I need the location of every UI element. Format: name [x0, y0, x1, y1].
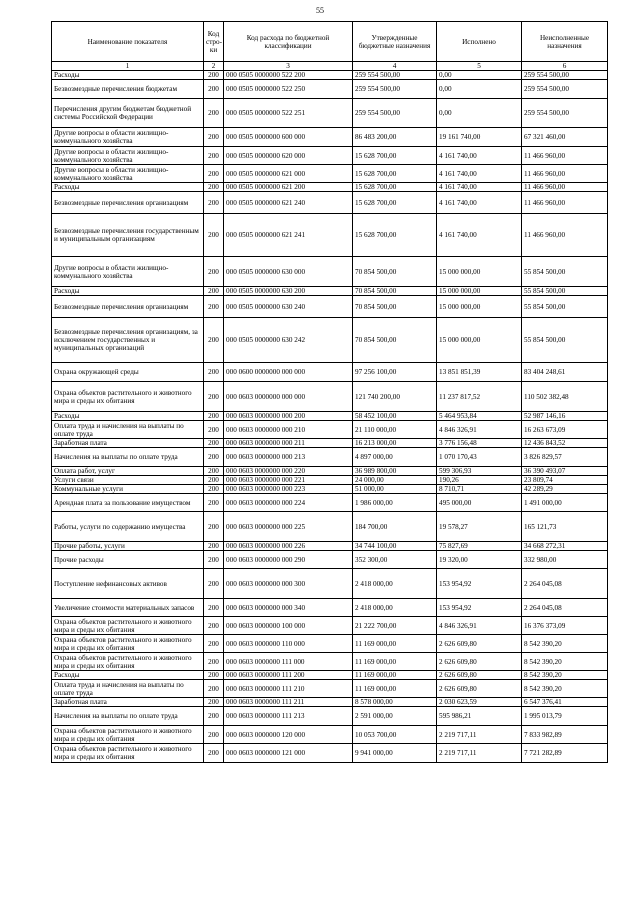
row-unexecuted: 11 466 960,00 — [522, 147, 608, 165]
row-name: Другие вопросы в области жилищно-коммунального хозяйства — [52, 165, 204, 183]
row-executed: 8 710,71 — [437, 485, 522, 494]
row-unexecuted: 6 547 376,41 — [522, 698, 608, 707]
row-approved: 15 628 700,00 — [353, 192, 437, 214]
table-row — [52, 183, 608, 192]
table-row — [52, 542, 608, 551]
row-line-code: 200 — [204, 653, 224, 671]
page-number: 55 — [316, 6, 324, 15]
row-executed: 599 306,93 — [437, 467, 522, 476]
table-row — [52, 421, 608, 439]
table-row — [52, 296, 608, 318]
row-executed: 5 464 953,84 — [437, 412, 522, 421]
row-name: Безвозмездные перечисления организациям, за исключением государственных и муниципальных организаций — [52, 318, 204, 363]
row-line-code: 200 — [204, 448, 224, 467]
header-line-code: Код стро-ки — [204, 22, 224, 62]
row-approved: 184 700,00 — [353, 512, 437, 542]
row-line-code: 200 — [204, 296, 224, 318]
table-row — [52, 551, 608, 569]
row-line-code: 200 — [204, 318, 224, 363]
table-row — [52, 318, 608, 363]
row-approved: 1 986 000,00 — [353, 494, 437, 512]
row-name: Расходы — [52, 71, 204, 80]
row-executed: 15 000 000,00 — [437, 287, 522, 296]
row-budget-code: 000 0505 0000000 522 200 — [224, 71, 353, 80]
row-line-code: 200 — [204, 192, 224, 214]
table-row — [52, 726, 608, 744]
table-row — [52, 617, 608, 635]
row-approved: 2 591 000,00 — [353, 707, 437, 726]
row-budget-code: 000 0505 0000000 620 000 — [224, 147, 353, 165]
table-row — [52, 599, 608, 617]
table-row — [52, 80, 608, 99]
row-approved: 15 628 700,00 — [353, 147, 437, 165]
table-row — [52, 635, 608, 653]
row-name: Начисления на выплаты по оплате труда — [52, 707, 204, 726]
row-approved: 259 554 500,00 — [353, 71, 437, 80]
row-unexecuted: 42 289,29 — [522, 485, 608, 494]
table-row — [52, 671, 608, 680]
row-executed: 4 161 740,00 — [437, 147, 522, 165]
row-line-code: 200 — [204, 744, 224, 763]
row-executed: 75 827,69 — [437, 542, 522, 551]
row-name: Охрана окружающей среды — [52, 363, 204, 382]
row-name: Расходы — [52, 412, 204, 421]
row-name: Коммунальные услуги — [52, 485, 204, 494]
table-row — [52, 382, 608, 412]
row-approved: 15 628 700,00 — [353, 183, 437, 192]
column-numbers-row — [52, 62, 608, 71]
column-number: 1 — [52, 62, 204, 71]
row-unexecuted: 34 668 272,31 — [522, 542, 608, 551]
row-budget-code: 000 0505 0000000 522 250 — [224, 80, 353, 99]
row-unexecuted: 23 809,74 — [522, 476, 608, 485]
row-line-code: 200 — [204, 542, 224, 551]
column-number: 4 — [353, 62, 437, 71]
row-approved: 16 213 000,00 — [353, 439, 437, 448]
header-budget-code: Код расхода по бюджетной классификации — [224, 22, 353, 62]
table-row — [52, 680, 608, 698]
row-budget-code: 000 0603 0000000 100 000 — [224, 617, 353, 635]
row-budget-code: 000 0603 0000000 111 000 — [224, 653, 353, 671]
row-line-code: 200 — [204, 287, 224, 296]
row-approved: 259 554 500,00 — [353, 80, 437, 99]
table-row — [52, 192, 608, 214]
row-name: Перечисления другим бюджетам бюджетной системы Российской Федерации — [52, 99, 204, 128]
row-executed: 190,26 — [437, 476, 522, 485]
row-approved: 11 169 000,00 — [353, 671, 437, 680]
row-line-code: 200 — [204, 707, 224, 726]
row-budget-code: 000 0603 0000000 000 300 — [224, 569, 353, 599]
table-row — [52, 363, 608, 382]
row-line-code: 200 — [204, 71, 224, 80]
row-line-code: 200 — [204, 214, 224, 257]
table-row — [52, 99, 608, 128]
table-row — [52, 707, 608, 726]
budget-execution-table — [51, 21, 608, 763]
row-line-code: 200 — [204, 635, 224, 653]
row-budget-code: 000 0505 0000000 621 240 — [224, 192, 353, 214]
row-executed: 0,00 — [437, 80, 522, 99]
row-budget-code: 000 0603 0000000 000 221 — [224, 476, 353, 485]
row-approved: 36 989 800,00 — [353, 467, 437, 476]
row-line-code: 200 — [204, 257, 224, 287]
row-unexecuted: 11 466 960,00 — [522, 192, 608, 214]
row-line-code: 200 — [204, 726, 224, 744]
row-unexecuted: 16 263 673,09 — [522, 421, 608, 439]
row-budget-code: 000 0505 0000000 621 241 — [224, 214, 353, 257]
row-name: Расходы — [52, 287, 204, 296]
table-row — [52, 147, 608, 165]
row-executed: 595 986,21 — [437, 707, 522, 726]
row-unexecuted: 7 721 282,89 — [522, 744, 608, 763]
header-approved: Утвержденные бюджетные назначения — [353, 22, 437, 62]
table-row — [52, 569, 608, 599]
row-unexecuted: 2 264 045,08 — [522, 599, 608, 617]
row-approved: 259 554 500,00 — [353, 99, 437, 128]
row-approved: 11 169 000,00 — [353, 653, 437, 671]
row-executed: 4 161 740,00 — [437, 192, 522, 214]
row-budget-code: 000 0603 0000000 000 223 — [224, 485, 353, 494]
column-number: 5 — [437, 62, 522, 71]
row-unexecuted: 7 833 982,89 — [522, 726, 608, 744]
row-approved: 58 452 100,00 — [353, 412, 437, 421]
row-executed: 2 219 717,11 — [437, 726, 522, 744]
row-budget-code: 000 0603 0000000 000 340 — [224, 599, 353, 617]
table-row — [52, 128, 608, 147]
row-name: Заработная плата — [52, 439, 204, 448]
row-unexecuted: 259 554 500,00 — [522, 71, 608, 80]
table-row — [52, 71, 608, 80]
row-budget-code: 000 0603 0000000 120 000 — [224, 726, 353, 744]
row-name: Охрана объектов растительного и животного мира и среды их обитания — [52, 726, 204, 744]
row-executed: 4 161 740,00 — [437, 214, 522, 257]
row-approved: 4 897 000,00 — [353, 448, 437, 467]
row-approved: 86 483 200,00 — [353, 128, 437, 147]
row-approved: 21 222 700,00 — [353, 617, 437, 635]
row-executed: 0,00 — [437, 99, 522, 128]
row-budget-code: 000 0505 0000000 630 000 — [224, 257, 353, 287]
row-name: Расходы — [52, 183, 204, 192]
row-name: Безвозмездные перечисления государственным и муниципальным организациям — [52, 214, 204, 257]
row-line-code: 200 — [204, 363, 224, 382]
row-line-code: 200 — [204, 128, 224, 147]
row-executed: 15 000 000,00 — [437, 318, 522, 363]
row-name: Безвозмездные перечисления организациям — [52, 296, 204, 318]
row-budget-code: 000 0505 0000000 522 251 — [224, 99, 353, 128]
table-row — [52, 494, 608, 512]
row-name: Работы, услуги по содержанию имущества — [52, 512, 204, 542]
row-line-code: 200 — [204, 485, 224, 494]
row-approved: 70 854 500,00 — [353, 287, 437, 296]
row-approved: 70 854 500,00 — [353, 257, 437, 287]
row-budget-code: 000 0603 0000000 111 200 — [224, 671, 353, 680]
row-approved: 97 256 100,00 — [353, 363, 437, 382]
row-unexecuted: 67 321 460,00 — [522, 128, 608, 147]
row-unexecuted: 16 376 373,09 — [522, 617, 608, 635]
row-name: Арендная плата за пользование имуществом — [52, 494, 204, 512]
row-executed: 0,00 — [437, 71, 522, 80]
row-unexecuted: 2 264 045,08 — [522, 569, 608, 599]
row-line-code: 200 — [204, 680, 224, 698]
row-line-code: 200 — [204, 412, 224, 421]
table-row — [52, 165, 608, 183]
row-line-code: 200 — [204, 494, 224, 512]
table-row — [52, 412, 608, 421]
row-executed: 4 846 326,91 — [437, 421, 522, 439]
row-line-code: 200 — [204, 80, 224, 99]
row-name: Начисления на выплаты по оплате труда — [52, 448, 204, 467]
row-budget-code: 000 0603 0000000 000 220 — [224, 467, 353, 476]
row-executed: 153 954,92 — [437, 569, 522, 599]
row-name: Охрана объектов растительного и животного мира и среды их обитания — [52, 744, 204, 763]
row-line-code: 200 — [204, 99, 224, 128]
row-unexecuted: 8 542 390,20 — [522, 653, 608, 671]
row-budget-code: 000 0603 0000000 110 000 — [224, 635, 353, 653]
row-budget-code: 000 0603 0000000 000 226 — [224, 542, 353, 551]
table-row — [52, 476, 608, 485]
row-unexecuted: 11 466 960,00 — [522, 165, 608, 183]
row-budget-code: 000 0603 0000000 121 000 — [224, 744, 353, 763]
row-unexecuted: 1 995 013,79 — [522, 707, 608, 726]
row-line-code: 200 — [204, 421, 224, 439]
row-approved: 11 169 000,00 — [353, 680, 437, 698]
row-line-code: 200 — [204, 551, 224, 569]
row-name: Охрана объектов растительного и животного мира и среды их обитания — [52, 617, 204, 635]
row-name: Безвозмездные перечисления бюджетам — [52, 80, 204, 99]
table-header-row — [52, 22, 608, 62]
row-unexecuted: 55 854 500,00 — [522, 257, 608, 287]
row-unexecuted: 259 554 500,00 — [522, 80, 608, 99]
row-unexecuted: 52 987 146,16 — [522, 412, 608, 421]
table-row — [52, 214, 608, 257]
row-unexecuted: 11 466 960,00 — [522, 183, 608, 192]
row-line-code: 200 — [204, 165, 224, 183]
row-budget-code: 000 0603 0000000 000 000 — [224, 382, 353, 412]
row-approved: 352 300,00 — [353, 551, 437, 569]
row-budget-code: 000 0505 0000000 621 200 — [224, 183, 353, 192]
row-approved: 15 628 700,00 — [353, 165, 437, 183]
row-unexecuted: 83 404 248,61 — [522, 363, 608, 382]
row-approved: 24 000,00 — [353, 476, 437, 485]
row-approved: 34 744 100,00 — [353, 542, 437, 551]
row-approved: 15 628 700,00 — [353, 214, 437, 257]
row-approved: 2 418 000,00 — [353, 569, 437, 599]
row-budget-code: 000 0505 0000000 621 000 — [224, 165, 353, 183]
row-approved: 11 169 000,00 — [353, 635, 437, 653]
row-approved: 70 854 500,00 — [353, 318, 437, 363]
table-row — [52, 448, 608, 467]
row-approved: 9 941 000,00 — [353, 744, 437, 763]
row-unexecuted: 332 980,00 — [522, 551, 608, 569]
row-budget-code: 000 0603 0000000 000 290 — [224, 551, 353, 569]
table-row — [52, 698, 608, 707]
column-number: 3 — [224, 62, 353, 71]
row-approved: 51 000,00 — [353, 485, 437, 494]
row-name: Безвозмездные перечисления организациям — [52, 192, 204, 214]
row-budget-code: 000 0603 0000000 000 213 — [224, 448, 353, 467]
row-executed: 19 578,27 — [437, 512, 522, 542]
row-executed: 13 851 851,39 — [437, 363, 522, 382]
row-approved: 70 854 500,00 — [353, 296, 437, 318]
row-name: Увеличение стоимости материальных запасов — [52, 599, 204, 617]
table-row — [52, 485, 608, 494]
row-executed: 19 320,00 — [437, 551, 522, 569]
row-line-code: 200 — [204, 439, 224, 448]
table-body — [52, 71, 608, 763]
row-executed: 2 626 609,80 — [437, 635, 522, 653]
table-row — [52, 257, 608, 287]
header-unexecuted: Неисполненные назначения — [522, 22, 608, 62]
row-budget-code: 000 0600 0000000 000 000 — [224, 363, 353, 382]
row-budget-code: 000 0603 0000000 111 210 — [224, 680, 353, 698]
row-budget-code: 000 0505 0000000 630 242 — [224, 318, 353, 363]
row-unexecuted: 3 826 829,57 — [522, 448, 608, 467]
row-name: Охрана объектов растительного и животного мира и среды их обитания — [52, 382, 204, 412]
row-approved: 2 418 000,00 — [353, 599, 437, 617]
row-executed: 2 626 609,80 — [437, 680, 522, 698]
row-unexecuted: 1 491 000,00 — [522, 494, 608, 512]
row-budget-code: 000 0603 0000000 111 213 — [224, 707, 353, 726]
row-line-code: 200 — [204, 698, 224, 707]
row-unexecuted: 12 436 843,52 — [522, 439, 608, 448]
table-row — [52, 653, 608, 671]
row-line-code: 200 — [204, 467, 224, 476]
row-name: Другие вопросы в области жилищно-коммунального хозяйства — [52, 128, 204, 147]
header-executed: Исполнено — [437, 22, 522, 62]
row-executed: 495 000,00 — [437, 494, 522, 512]
row-budget-code: 000 0603 0000000 111 211 — [224, 698, 353, 707]
row-name: Охрана объектов растительного и животного мира и среды их обитания — [52, 635, 204, 653]
row-approved: 8 578 000,00 — [353, 698, 437, 707]
row-unexecuted: 55 854 500,00 — [522, 287, 608, 296]
row-executed: 2 030 623,59 — [437, 698, 522, 707]
row-budget-code: 000 0603 0000000 000 225 — [224, 512, 353, 542]
row-line-code: 200 — [204, 671, 224, 680]
row-executed: 11 237 817,52 — [437, 382, 522, 412]
row-line-code: 200 — [204, 617, 224, 635]
row-name: Прочие работы, услуги — [52, 542, 204, 551]
row-name: Поступление нефинансовых активов — [52, 569, 204, 599]
row-executed: 2 626 609,80 — [437, 671, 522, 680]
table-row — [52, 467, 608, 476]
row-executed: 2 626 609,80 — [437, 653, 522, 671]
row-unexecuted: 8 542 390,20 — [522, 635, 608, 653]
row-unexecuted: 110 502 382,48 — [522, 382, 608, 412]
row-name: Охрана объектов растительного и животного мира и среды их обитания — [52, 653, 204, 671]
row-executed: 4 161 740,00 — [437, 165, 522, 183]
row-unexecuted: 11 466 960,00 — [522, 214, 608, 257]
row-executed: 1 070 170,43 — [437, 448, 522, 467]
row-name: Расходы — [52, 671, 204, 680]
row-approved: 21 110 000,00 — [353, 421, 437, 439]
row-executed: 4 846 326,91 — [437, 617, 522, 635]
column-number: 2 — [204, 62, 224, 71]
row-name: Оплата труда и начисления на выплаты по оплате труда — [52, 421, 204, 439]
row-name: Прочие расходы — [52, 551, 204, 569]
row-line-code: 200 — [204, 476, 224, 485]
row-executed: 15 000 000,00 — [437, 296, 522, 318]
row-budget-code: 000 0603 0000000 000 211 — [224, 439, 353, 448]
row-name: Оплата работ, услуг — [52, 467, 204, 476]
row-line-code: 200 — [204, 147, 224, 165]
row-approved: 10 053 700,00 — [353, 726, 437, 744]
row-approved: 121 740 200,00 — [353, 382, 437, 412]
row-budget-code: 000 0603 0000000 000 224 — [224, 494, 353, 512]
row-unexecuted: 55 854 500,00 — [522, 296, 608, 318]
row-name: Другие вопросы в области жилищно-коммунального хозяйства — [52, 147, 204, 165]
table-row — [52, 287, 608, 296]
row-unexecuted: 165 121,73 — [522, 512, 608, 542]
row-name: Заработная плата — [52, 698, 204, 707]
row-budget-code: 000 0603 0000000 000 200 — [224, 412, 353, 421]
row-budget-code: 000 0505 0000000 630 200 — [224, 287, 353, 296]
row-line-code: 200 — [204, 183, 224, 192]
row-executed: 3 776 156,48 — [437, 439, 522, 448]
row-name: Оплата труда и начисления на выплаты по оплате труда — [52, 680, 204, 698]
row-line-code: 200 — [204, 569, 224, 599]
row-name: Другие вопросы в области жилищно-коммунального хозяйства — [52, 257, 204, 287]
row-executed: 15 000 000,00 — [437, 257, 522, 287]
header-name: Наименование показателя — [52, 22, 204, 62]
row-line-code: 200 — [204, 512, 224, 542]
row-line-code: 200 — [204, 599, 224, 617]
column-number: 6 — [522, 62, 608, 71]
row-budget-code: 000 0505 0000000 630 240 — [224, 296, 353, 318]
row-name: Услуги связи — [52, 476, 204, 485]
row-executed: 153 954,92 — [437, 599, 522, 617]
row-executed: 2 219 717,11 — [437, 744, 522, 763]
row-unexecuted: 8 542 390,20 — [522, 671, 608, 680]
row-line-code: 200 — [204, 382, 224, 412]
row-executed: 4 161 740,00 — [437, 183, 522, 192]
row-budget-code: 000 0505 0000000 600 000 — [224, 128, 353, 147]
row-unexecuted: 36 390 493,07 — [522, 467, 608, 476]
table-row — [52, 744, 608, 763]
row-budget-code: 000 0603 0000000 000 210 — [224, 421, 353, 439]
row-unexecuted: 55 854 500,00 — [522, 318, 608, 363]
table-row — [52, 439, 608, 448]
table-row — [52, 512, 608, 542]
row-executed: 19 161 740,00 — [437, 128, 522, 147]
row-unexecuted: 259 554 500,00 — [522, 99, 608, 128]
row-unexecuted: 8 542 390,20 — [522, 680, 608, 698]
